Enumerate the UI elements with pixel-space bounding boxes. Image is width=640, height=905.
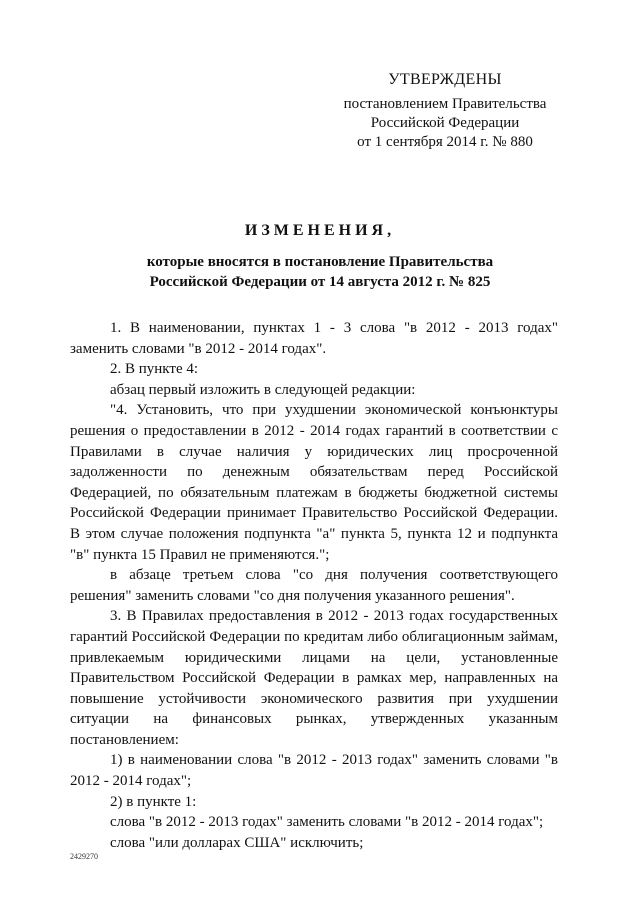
paragraph-10: слова "или долларах США" исключить; [110, 834, 364, 851]
approval-block [300, 70, 590, 152]
paragraph-4: "4. Установить, что при ухудшении экономической конъюнктуры решения о предоставлении в 2012 - 2014 годах гарантий в соответствии с Правилами в случае наличия у юридических лиц просроченной задолженности по денежным обязательствам перед Российской Федерацией, по обязательным платежам в бюджеты бюджетной системы Российской Федерации принимает Правительство Российской Федерации. В этом случае положения подпункта "а" пункта 5, пункта 12 и подпункта "в" пункта 15 Правил не применяются."; [70, 402, 558, 563]
document-body [70, 318, 558, 853]
paragraph-7: 1) в наименовании слова "в 2012 - 2013 годах" заменить словами "в 2012 - 2014 годах"; [70, 752, 558, 790]
paragraph-5: в абзаце третьем слова "со дня получения соответствующего решения" заменить словами "со дня получения указанного решения". [70, 567, 558, 604]
approval-line-1: постановлением Правительства [343, 96, 547, 112]
paragraph-2: 2. В пункте 4: [110, 361, 199, 378]
paragraph-6: 3. В Правилах предоставления в 2012 - 2013 годах государственных гарантий Российской Федерации по кредитам либо облигационным займам, привлекаемым юридическими лицами на цели, установленные Правительством Российской Федерации в рамках мер, направленных на повышение устойчивости экономического развития при ухудшении ситуации на финансовых рынках, утвержденных указанным постановлением: [70, 608, 558, 748]
subtitle-line-1: которые вносятся в постановление Правительства [146, 254, 494, 270]
approval-line-2: Российской Федерации [370, 115, 520, 131]
approval-line-3: от 1 сентября 2014 г. № 880 [357, 134, 533, 150]
document-title: ИЗМЕНЕНИЯ, [244, 222, 396, 239]
paragraph-1: 1. В наименовании, пунктах 1 - 3 слова "в 2012 - 2013 годах" заменить словами "в 2012 - 2014 годах". [70, 320, 558, 357]
paragraph-8: 2) в пункте 1: [110, 793, 197, 810]
approval-heading: УТВЕРЖДЕНЫ [388, 71, 502, 88]
document-subtitle [70, 252, 570, 292]
document-code: 2429270 [70, 852, 98, 861]
subtitle-line-2: Российской Федерации от 14 августа 2012 г. № 825 [149, 274, 491, 290]
paragraph-9: слова "в 2012 - 2013 годах" заменить словами "в 2012 - 2014 годах"; [110, 814, 544, 831]
paragraph-3: абзац первый изложить в следующей редакции: [110, 381, 416, 398]
